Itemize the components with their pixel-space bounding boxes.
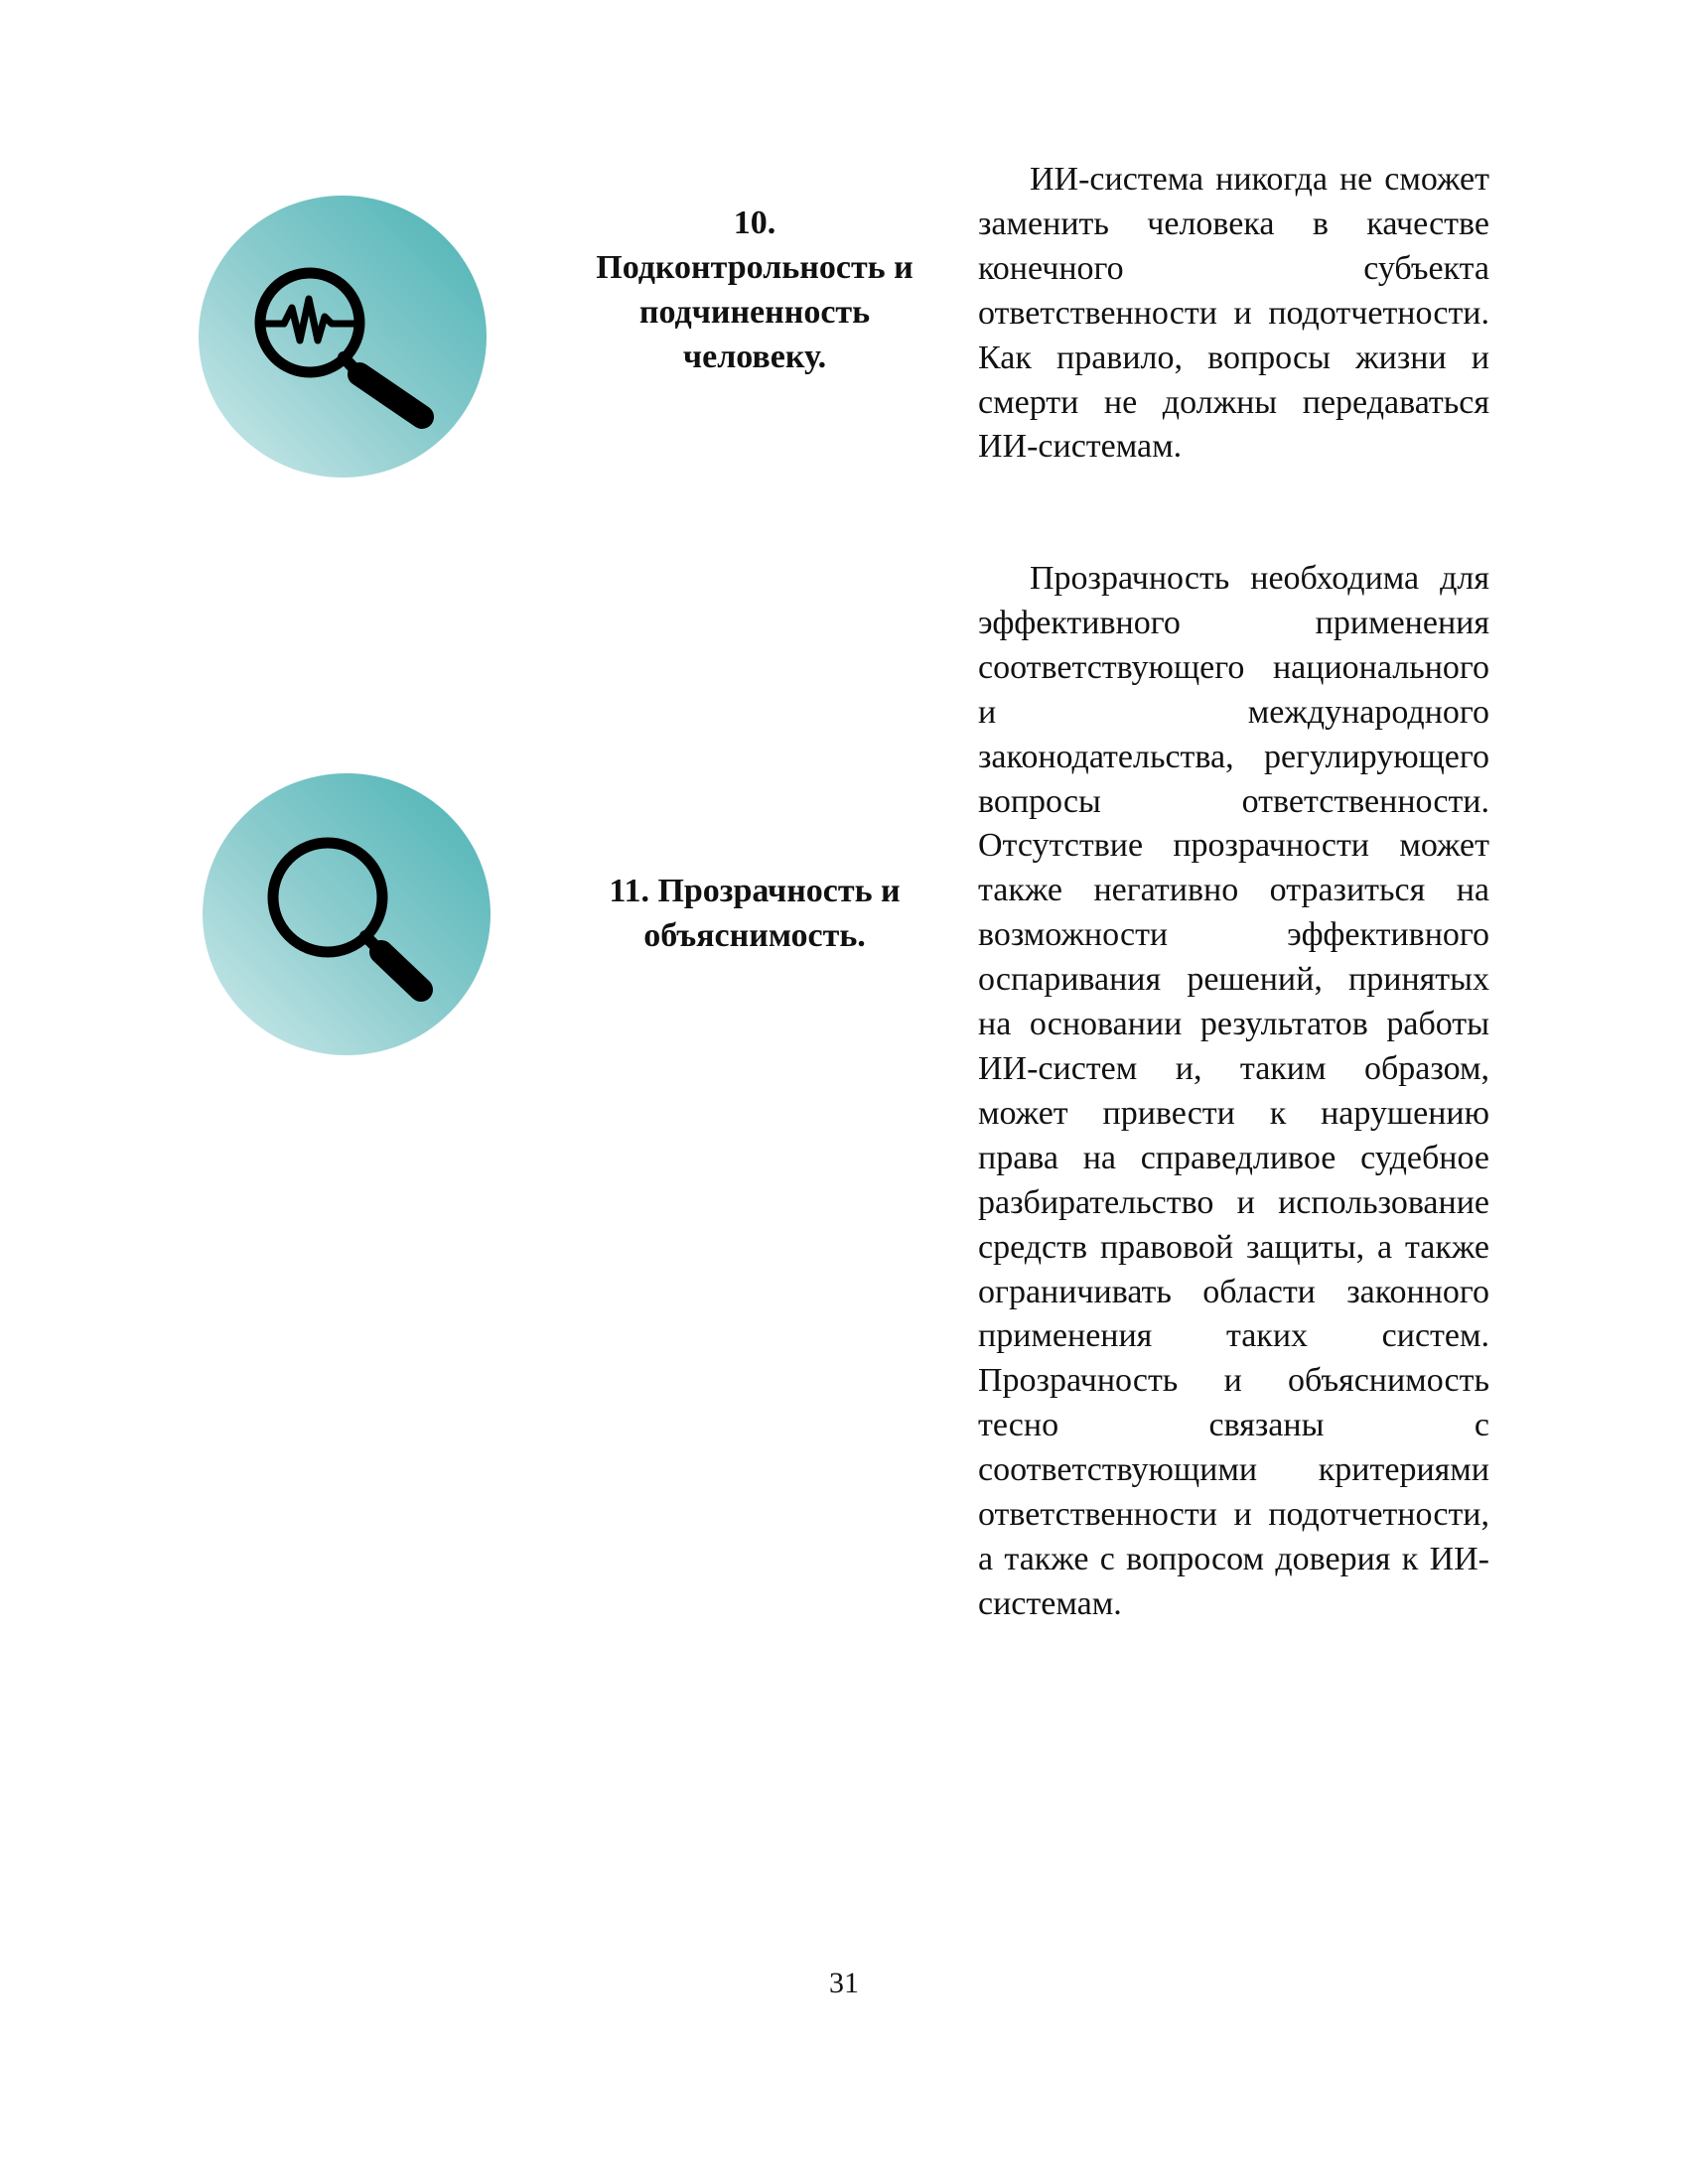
magnifier-icon	[203, 773, 491, 1055]
section-paragraph: Прозрачность необходима для эффективного применения соответствующего национального и международного законодательства, регулирующего вопросы ответственности. Отсутствие прозрачности может также негативно отразиться на возможности эффективного оспаривания решений, принятых на основании результатов работы ИИ-систем и, таким образом, может привести к нарушению права на справедливое судебное разбирательство и использование средств правовой защиты, а также ограничивать области законного применения таких систем. Прозрачность и объяснимость тесно связаны с соответствующими критериями ответственности и подотчетности, а также с вопросом доверия к ИИ-системам.	[978, 560, 1489, 1622]
section-heading: 11. Прозрачность и объяснимость.	[609, 873, 901, 954]
section-paragraph: ИИ-система никогда не сможет заменить человека в качестве конечного субъекта ответственности и подотчетности. Как правило, вопросы жизни и смерти не должны передаваться ИИ-системам.	[978, 161, 1489, 466]
page-number: 31	[829, 1967, 859, 1999]
section-heading: 10. Подконтрольность и подчиненность человеку.	[596, 205, 914, 375]
magnifier-pulse-icon	[199, 196, 487, 478]
